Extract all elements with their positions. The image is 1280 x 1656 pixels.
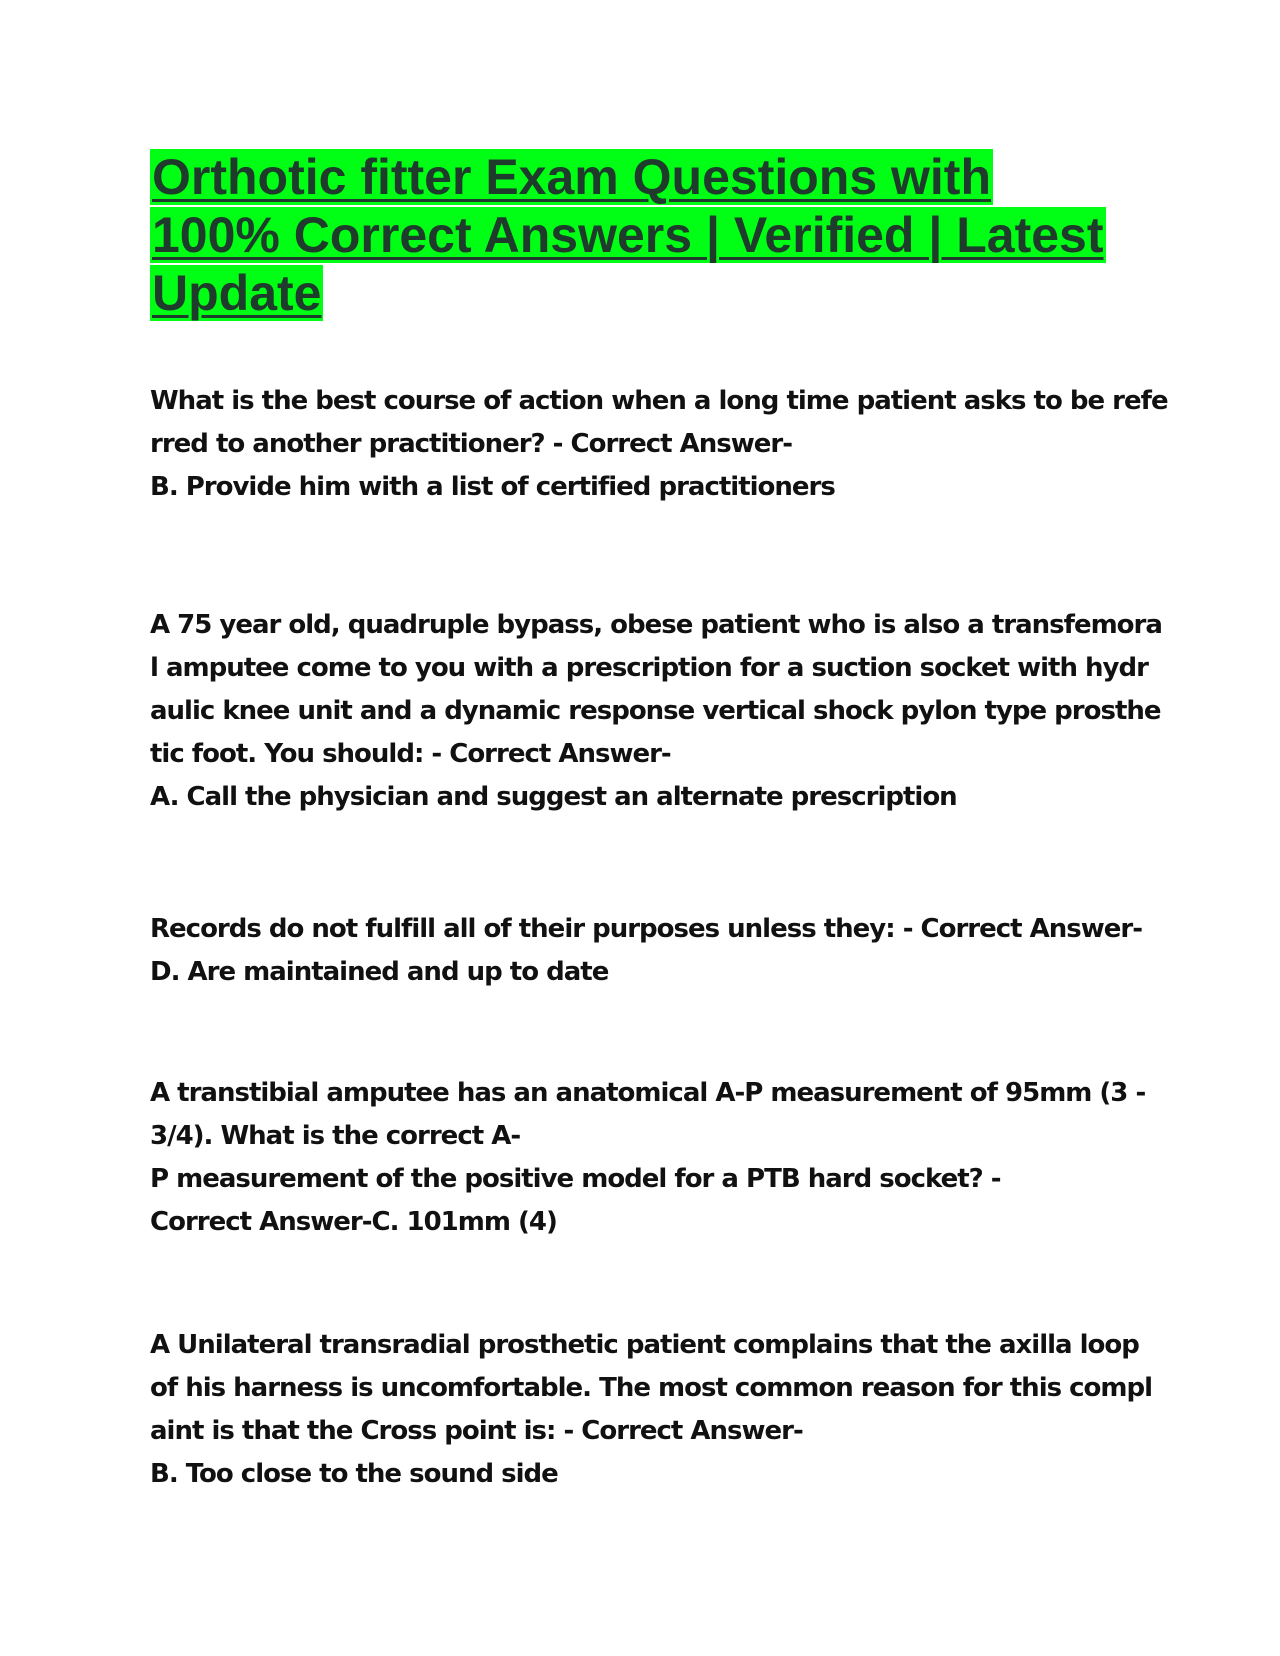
title-line-1: Orthotic fitter Exam Questions with (152, 149, 991, 205)
question-2-line-1: A 75 year old, quadruple bypass, obese patient who is also a transfemora (150, 610, 1162, 640)
qa-block-1 (150, 380, 1168, 509)
question-4-line-2: 3/4). What is the correct A- (150, 1121, 521, 1151)
question-2-line-4: tic foot. You should: - Correct Answer- (150, 739, 671, 769)
answer-1-line: B. Provide him with a list of certified practitioners (150, 472, 835, 502)
question-1-line-1: What is the best course of action when a long time patient asks to be refe (150, 386, 1168, 416)
qa-block-3 (150, 908, 1143, 994)
question-5-line-3: aint is that the Cross point is: - Correct Answer- (150, 1416, 803, 1446)
answer-4-line: Correct Answer-C. 101mm (4) (150, 1207, 557, 1237)
qa-block-2 (150, 604, 1162, 819)
question-4-line-3: P measurement of the positive model for a PTB hard socket? - (150, 1164, 1001, 1194)
question-4-line-1: A transtibial amputee has an anatomical A-P measurement of 95mm (3 - (150, 1078, 1146, 1108)
question-2-line-3: aulic knee unit and a dynamic response vertical shock pylon type prosthe (150, 696, 1161, 726)
answer-2-line: A. Call the physician and suggest an alternate prescription (150, 782, 957, 812)
qa-block-4 (150, 1072, 1146, 1244)
answer-5-line: B. Too close to the sound side (150, 1459, 558, 1489)
question-1-line-2: rred to another practitioner? - Correct Answer- (150, 429, 793, 459)
document-title (150, 148, 1130, 322)
qa-block-5 (150, 1324, 1153, 1496)
question-3-line-1: Records do not fulfill all of their purposes unless they: - Correct Answer- (150, 914, 1143, 944)
title-line-2: 100% Correct Answers | Verified | Latest (152, 207, 1104, 263)
question-2-line-2: l amputee come to you with a prescription for a suction socket with hydr (150, 653, 1148, 683)
question-5-line-1: A Unilateral transradial prosthetic patient complains that the axilla loop (150, 1330, 1139, 1360)
title-line-3: Update (152, 265, 322, 321)
answer-3-line: D. Are maintained and up to date (150, 957, 609, 987)
question-5-line-2: of his harness is uncomfortable. The most common reason for this compl (150, 1373, 1153, 1403)
